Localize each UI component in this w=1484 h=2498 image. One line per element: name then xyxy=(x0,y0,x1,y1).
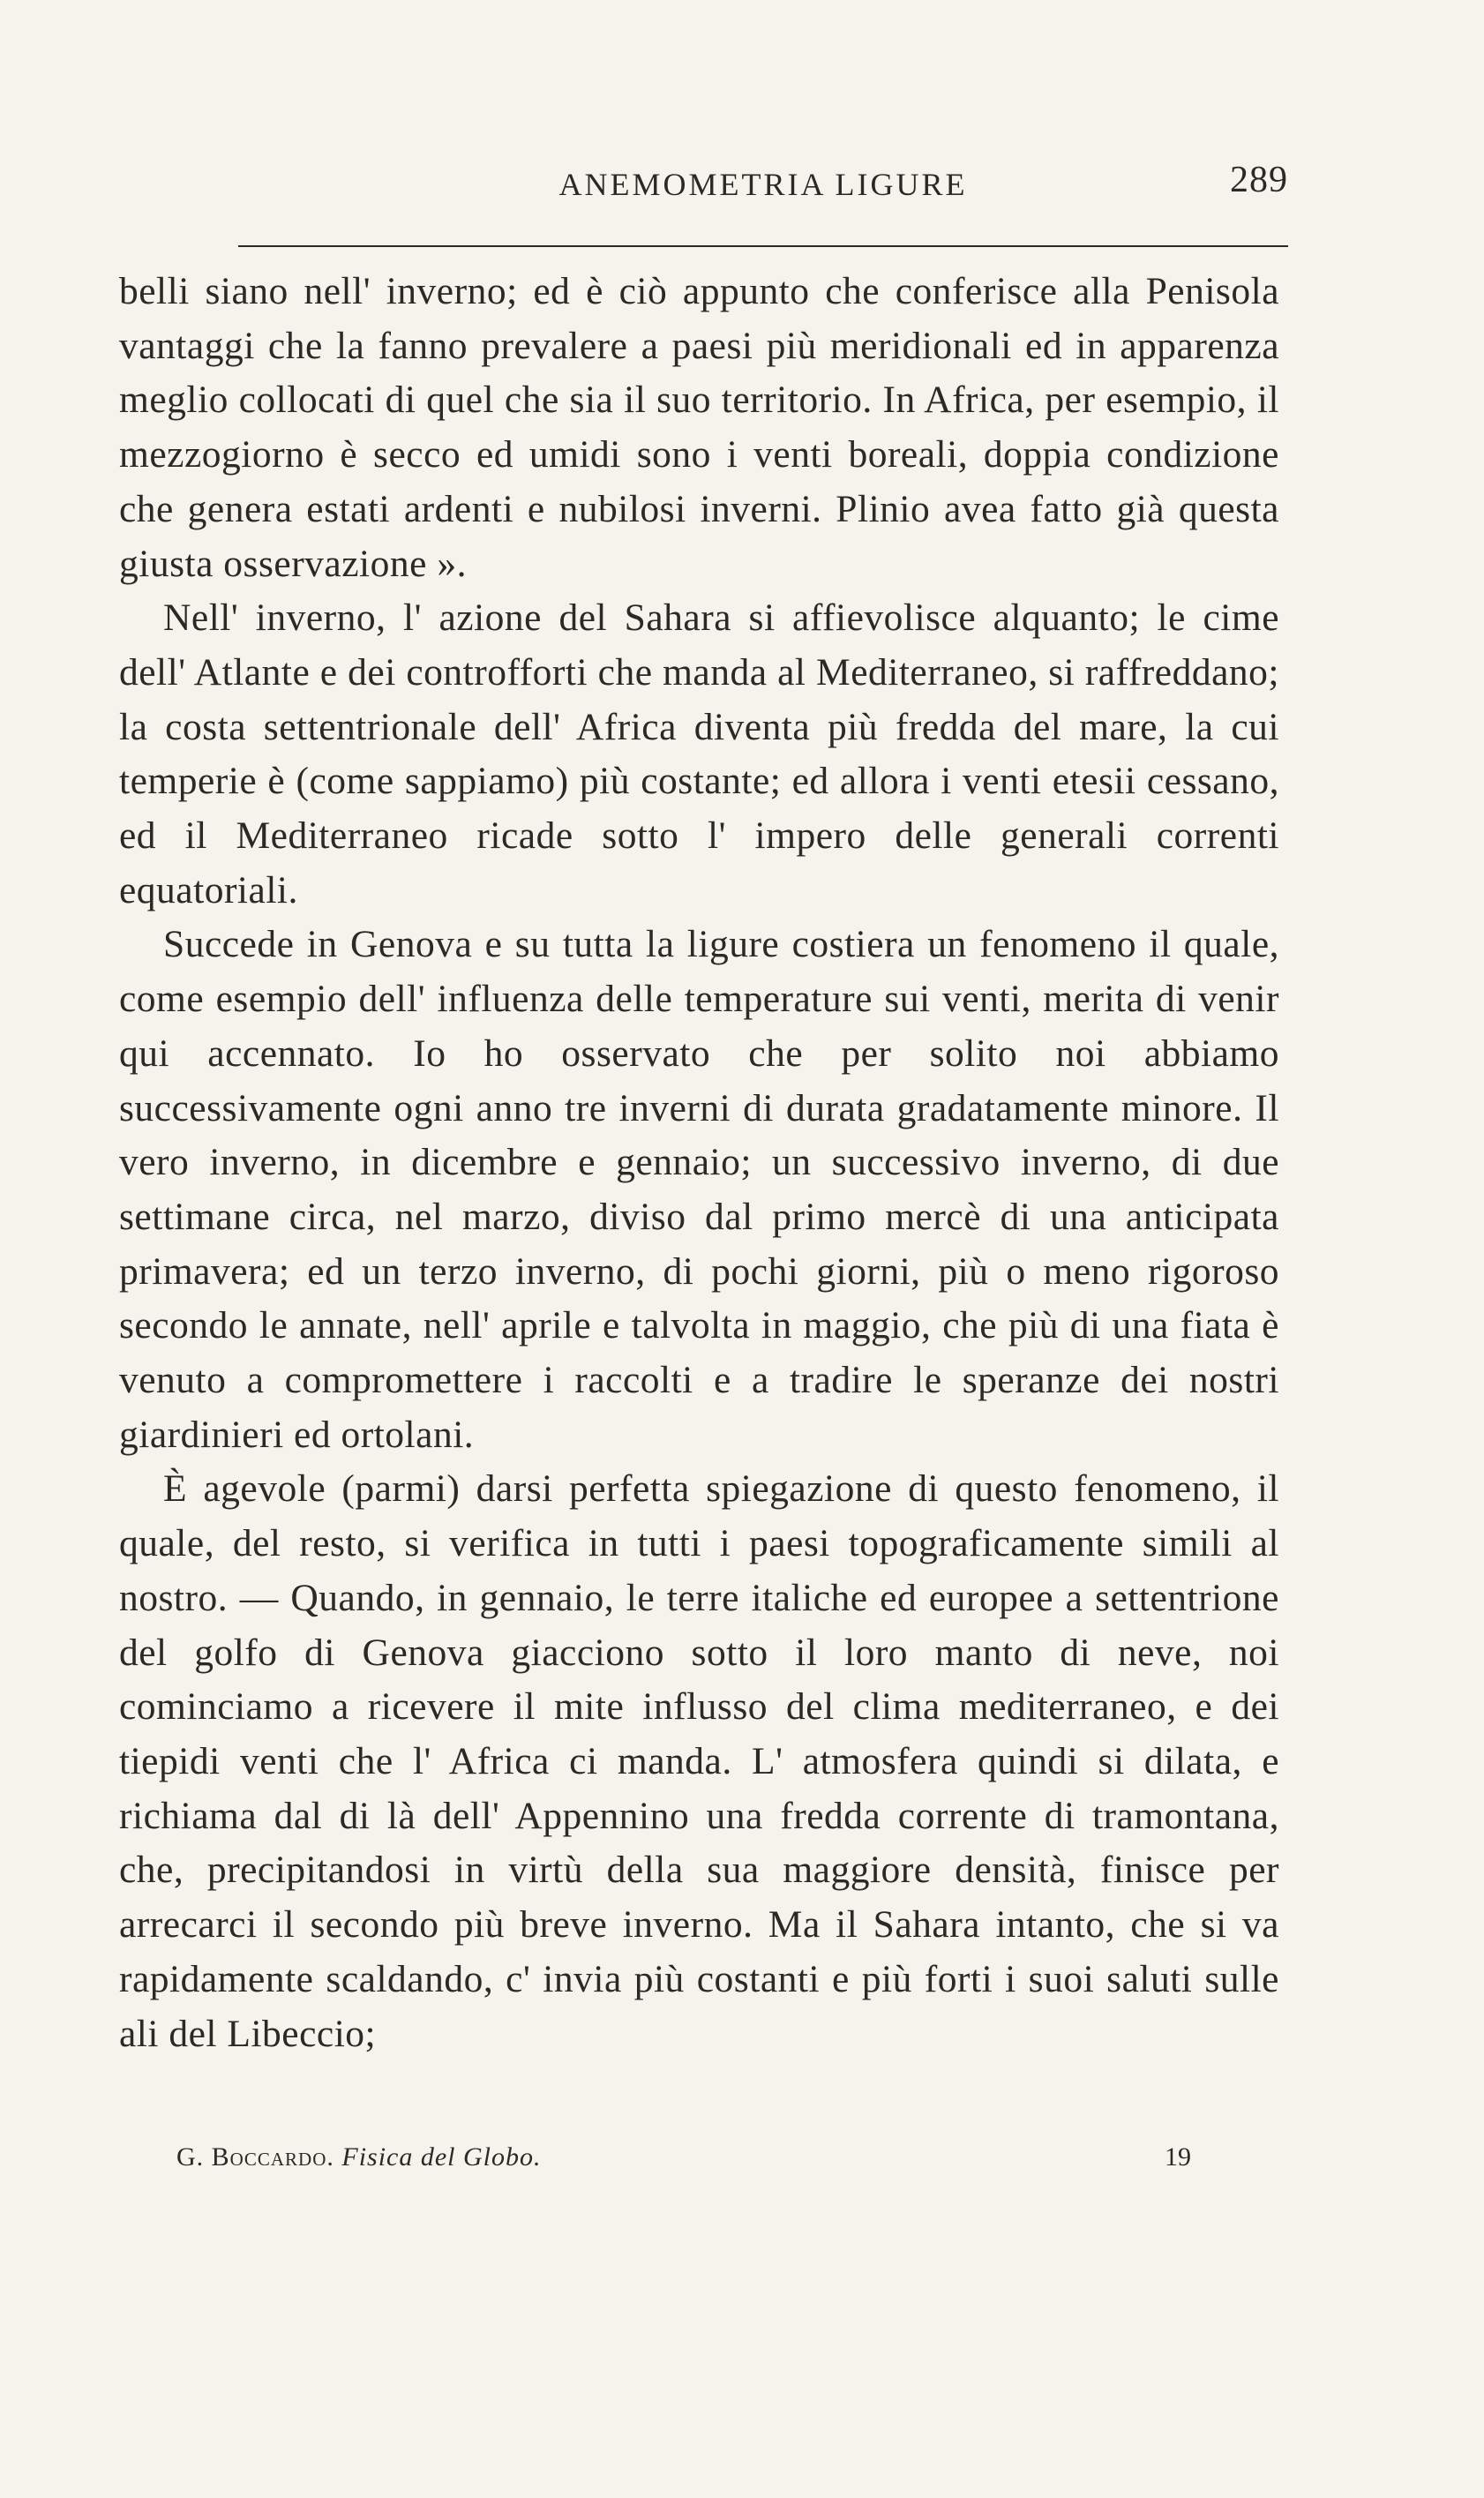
paragraph: Nell' inverno, l' azione del Sahara si affievolisce alquanto; le cime dell' Atlante e dei controfforti che manda al Mediterraneo, si raffreddano; la costa settentrionale dell' Africa diventa più fredda del mare, la cui temperie è (come sappiamo) più costante; ed allora i venti etesii cessano, ed il Mediterraneo ricade sotto l' impero delle generali correnti equatoriali. xyxy=(119,596,1279,911)
header-rule xyxy=(238,245,1288,247)
work-title: Fisica del Globo. xyxy=(341,2142,542,2172)
running-head xyxy=(238,159,1288,212)
page-number: 289 xyxy=(1230,160,1288,200)
footer-credit xyxy=(176,2142,542,2172)
running-title: ANEMOMETRIA LIGURE xyxy=(558,167,968,202)
author-surname: Boccardo. xyxy=(211,2142,334,2172)
footer xyxy=(176,2142,1191,2187)
paragraph: belli siano nell' inverno; ed è ciò appunto che conferisce alla Penisola vantaggi che la fanno prevalere a paesi più meridionali ed in apparenza meglio collocati di quel che sia il suo territorio. In Africa, per esempio, il mezzogiorno è secco ed umidi sono i venti boreali, doppia condizione che genera estati ardenti e nubilosi inverni. Plinio avea fatto già questa giusta osservazione ». xyxy=(119,270,1279,585)
paragraph: È agevole (parmi) darsi perfetta spiegazione di questo fenomeno, il quale, del resto, si verifica in tutti i paesi topograficamente simili al nostro. — Quando, in gennaio, le terre italiche ed europee a settentrione del golfo di Genova giacciono sotto il loro manto di neve, noi cominciamo a ricevere il mite influsso del clima mediterraneo, e dei tiepidi venti che l' Africa ci manda. L' atmosfera quindi si dilata, e richiama dal di là dell' Appennino una fredda corrente di tramontana, che, precipitandosi in virtù della sua maggiore densità, finisce per arrecarci il secondo più breve inverno. Ma il Sahara intanto, che si va rapidamente scaldando, c' invia più costanti e più forti i suoi saluti sulle ali del Libeccio; xyxy=(119,1467,1279,2055)
signature-mark: 19 xyxy=(1165,2142,1191,2172)
paragraph: Succede in Genova e su tutta la ligure costiera un fenomeno il quale, come esempio dell' influenza delle temperature sui venti, merita di venir qui accennato. Io ho osservato che per solito noi abbiamo successivamente ogni anno tre inverni di durata gradatamente minore. Il vero inverno, in dicembre e gennaio; un successivo inverno, di due settimane circa, nel marzo, diviso dal primo mercè di una anticipata primavera; ed un terzo inverno, di pochi giorni, più o meno rigoroso secondo le annate, nell' aprile e talvolta in maggio, che più di una fiata è venuto a compromettere i raccolti e a tradire le speranze dei nostri giardinieri ed ortolani. xyxy=(119,923,1279,1456)
author-initial: G. xyxy=(176,2142,205,2172)
body-text xyxy=(119,265,1279,2061)
